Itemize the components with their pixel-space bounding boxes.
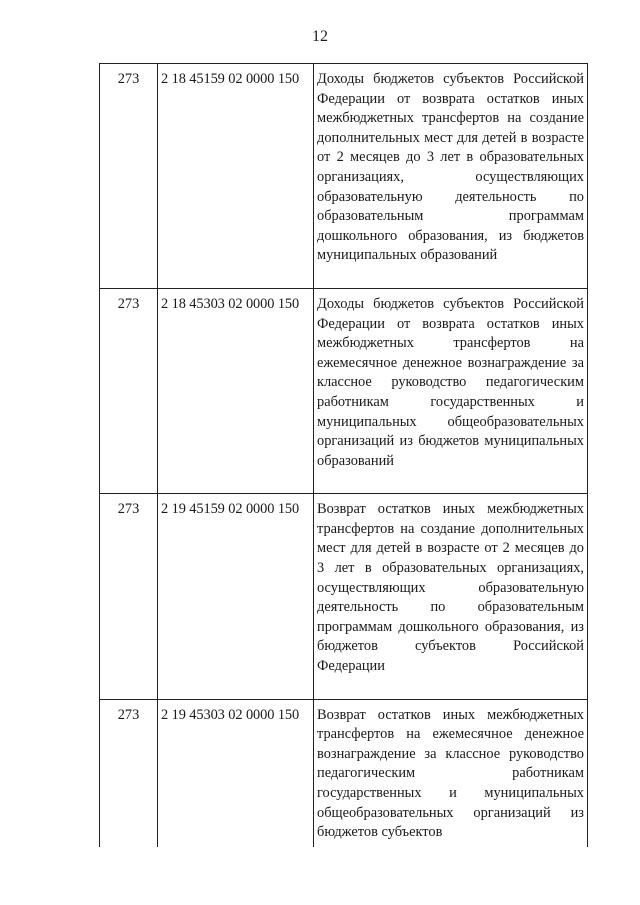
description-cell: Возврат остатков иных межбюджетных трансфертов на создание дополнительных мест для детей в возрасте от 2 месяцев до 3 лет в образовательных организациях, осуществляющих образовательную деятельность по образовательным программам дошкольного образования, из бюджетов субъектов Российской Федерации bbox=[314, 494, 588, 699]
table-row bbox=[100, 494, 588, 699]
budget-code-cell: 2 18 45159 02 0000 150 bbox=[158, 64, 314, 289]
budget-classification-table bbox=[99, 63, 588, 847]
admin-code-cell: 273 bbox=[100, 64, 158, 289]
page-number: 12 bbox=[312, 28, 328, 45]
description-cell: Доходы бюджетов субъектов Российской Федерации от возврата остатков иных межбюджетных трансфертов на ежемесячное денежное вознаграждение за классное руководство педагогическим работникам государственных и муниципальных общеобразовательных организаций из бюджетов муниципальных образований bbox=[314, 288, 588, 493]
budget-code-cell: 2 19 45303 02 0000 150 bbox=[158, 699, 314, 847]
description-cell: Возврат остатков иных межбюджетных трансфертов на ежемесячное денежное вознаграждение за классное руководство педагогическим работникам государственных и муниципальных общеобразовательных организаций из бюджетов субъектов bbox=[314, 699, 588, 847]
admin-code-cell: 273 bbox=[100, 288, 158, 493]
table-row bbox=[100, 699, 588, 847]
budget-code-cell: 2 18 45303 02 0000 150 bbox=[158, 288, 314, 493]
table-row bbox=[100, 64, 588, 289]
admin-code-cell: 273 bbox=[100, 699, 158, 847]
table-row bbox=[100, 288, 588, 493]
description-cell: Доходы бюджетов субъектов Российской Федерации от возврата остатков иных межбюджетных трансфертов на создание дополнительных мест для детей в возрасте от 2 месяцев до 3 лет в образовательных организациях, осуществляющих образовательную деятельность по образовательным программам дошкольного образования, из бюджетов муниципальных образований bbox=[314, 64, 588, 289]
budget-code-cell: 2 19 45159 02 0000 150 bbox=[158, 494, 314, 699]
admin-code-cell: 273 bbox=[100, 494, 158, 699]
